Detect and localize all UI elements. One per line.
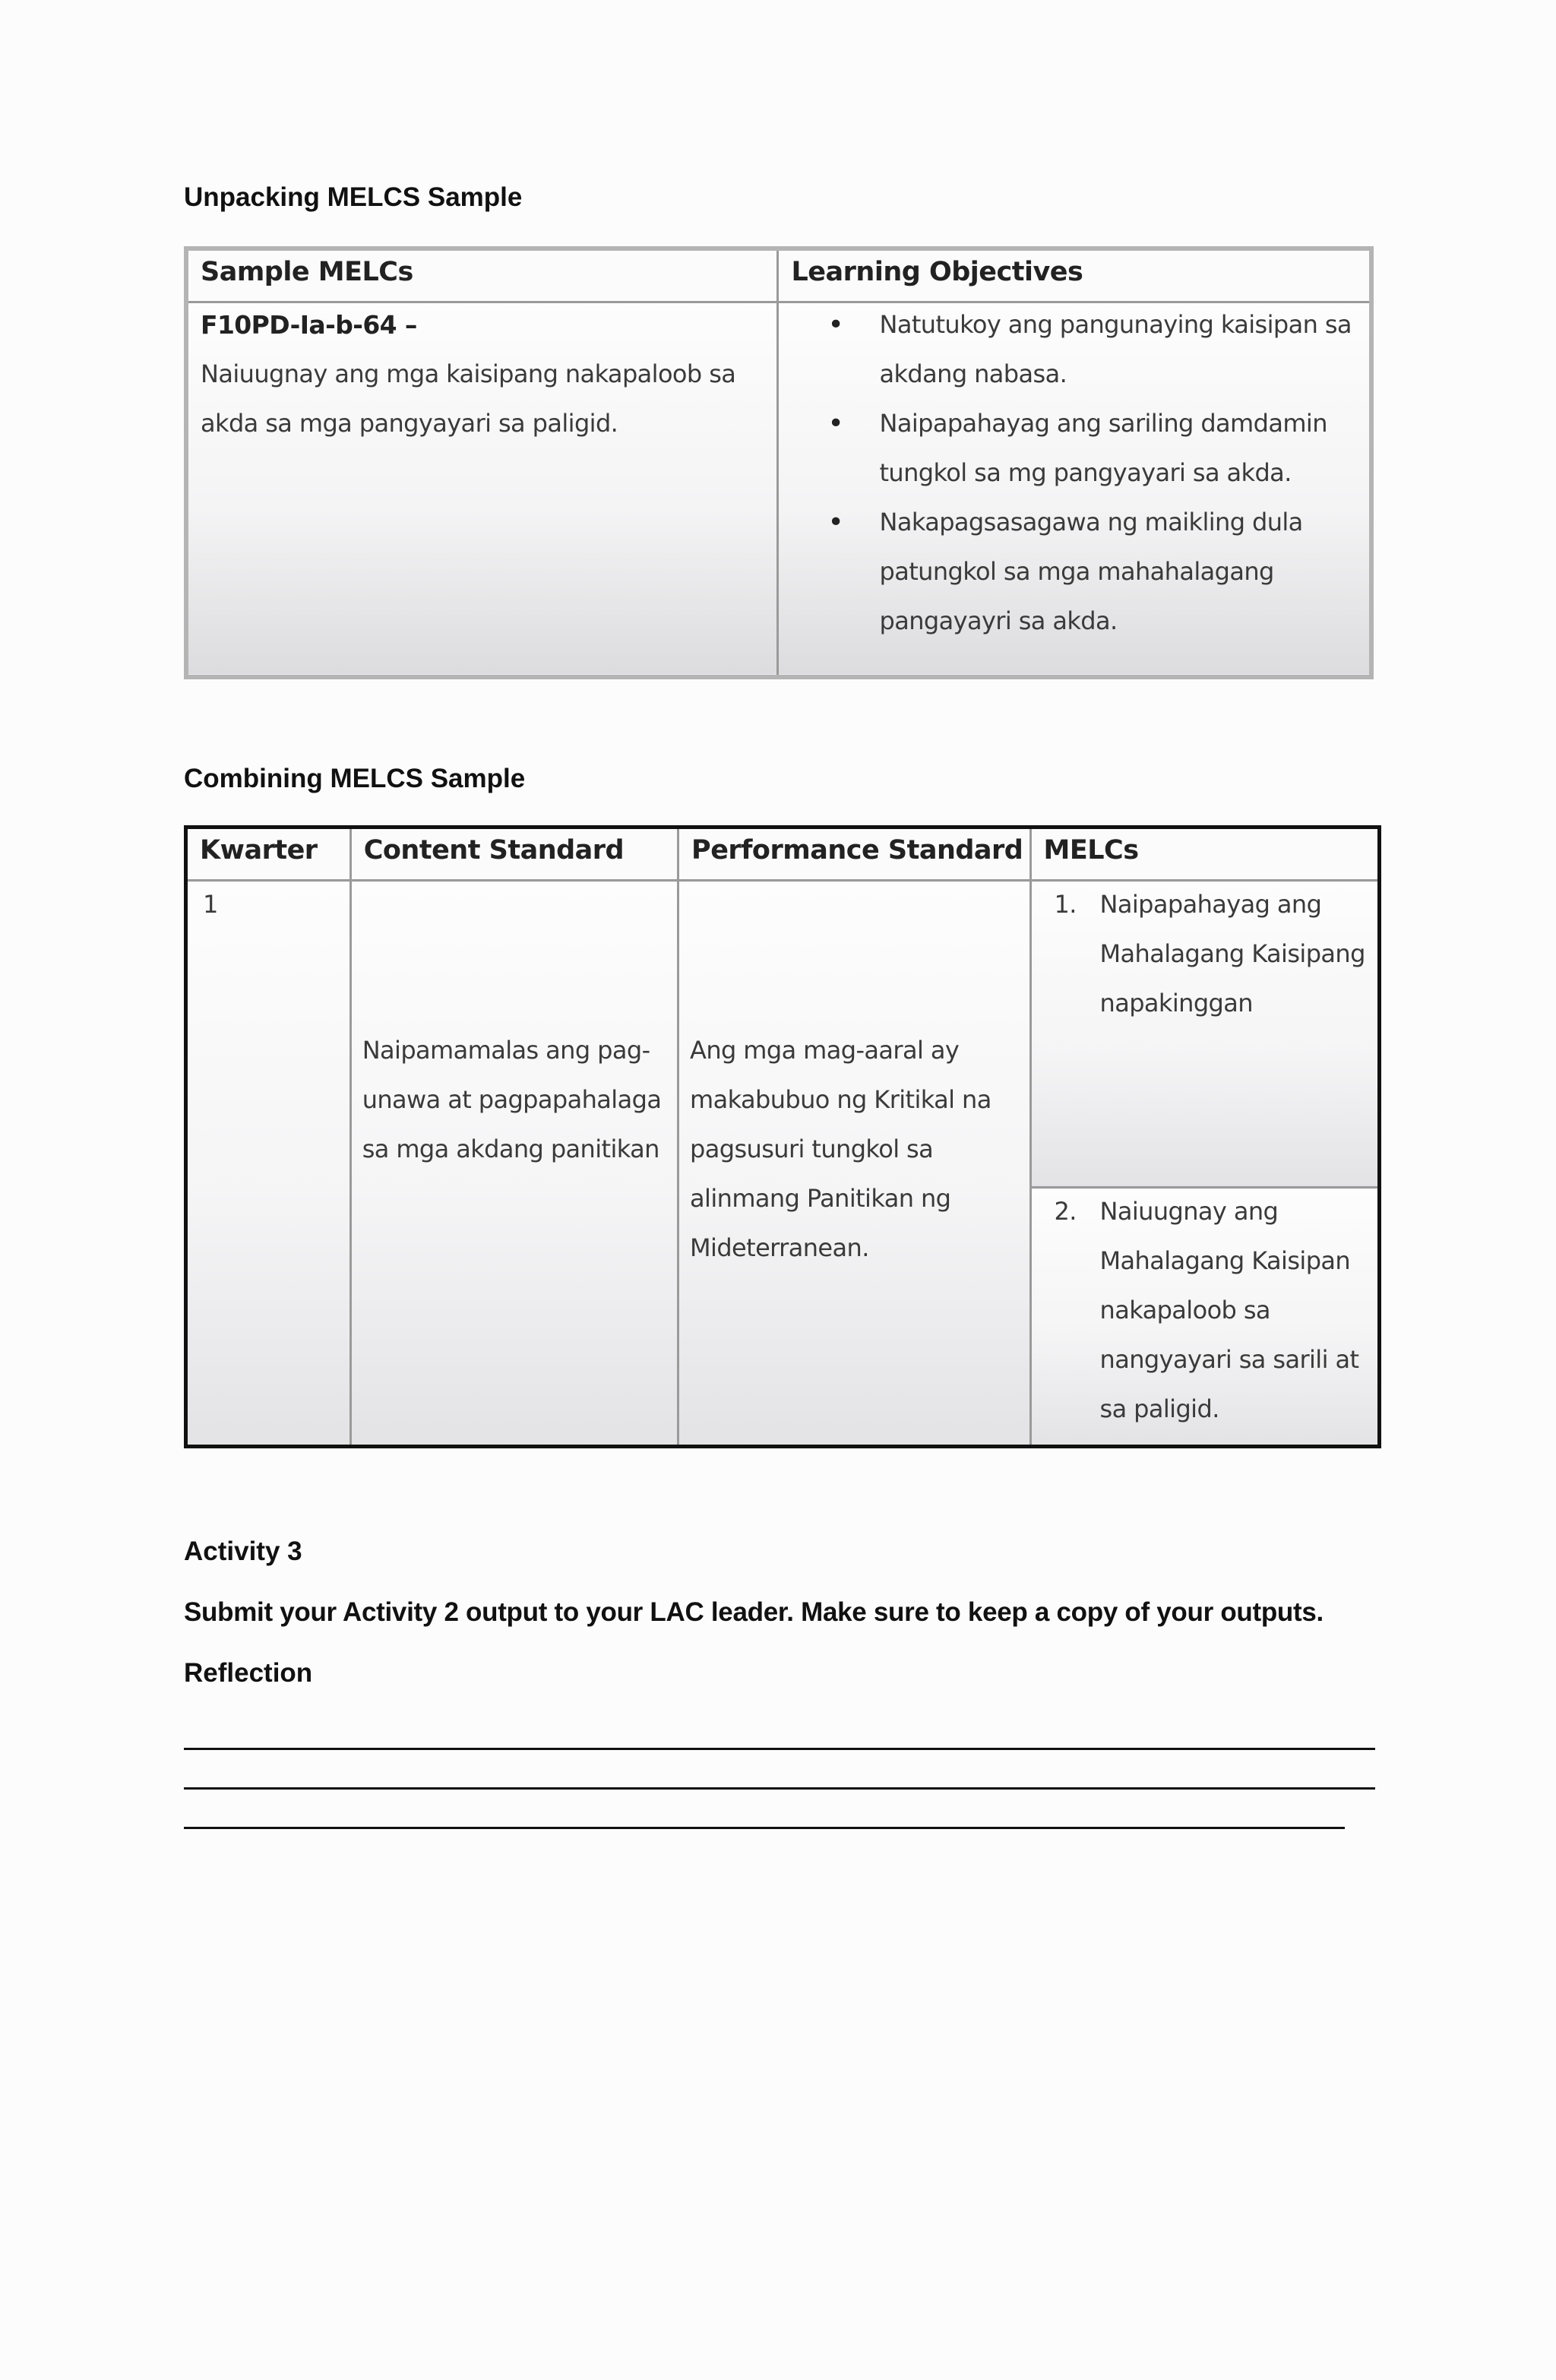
combining-title: Combining MELCS Sample [184, 764, 526, 793]
reflection-label: Reflection [184, 1658, 313, 1688]
header-melcs: MELCs [1030, 828, 1379, 881]
performance-standard-text: Ang mga mag-aaral ay makabubuo ng Kritikal na pagsusuri tungkol sa alinmang Panitikan ng Mideterranean. [690, 1036, 991, 1262]
melc-item-text: Naipapahayag ang Mahalagang Kaisipang napakinggan [1099, 890, 1365, 1018]
unpacking-melcs-table [184, 246, 1374, 679]
header-kwarter: Kwarter [186, 828, 351, 881]
reflection-line[interactable] [184, 1827, 1345, 1829]
header-content-standard: Content Standard [350, 828, 678, 881]
objective-item: • Nakapagsasagawa ng maikling dula patungkol sa mga mahahalagang pangayayri sa akda. [779, 498, 1354, 646]
unpacking-title: Unpacking MELCS Sample [184, 182, 523, 212]
reflection-line[interactable] [184, 1748, 1375, 1750]
melc-cell-2 [1030, 1188, 1379, 1447]
activity-instruction: Submit your Activity 2 output to your LAC leader. Make sure to keep a copy of your outputs. [184, 1597, 1324, 1627]
objective-item: • Natutukoy ang pangunaying kaisipan sa akdang nabasa. [779, 300, 1354, 399]
content-standard-cell [350, 881, 678, 1447]
objective-item: • Naipapahayag ang sariling damdamin tungkol sa mg pangyayari sa akda. [779, 399, 1354, 498]
header-performance-standard: Performance Standard [678, 828, 1030, 881]
learning-objectives-cell [778, 302, 1371, 677]
performance-standard-cell [678, 881, 1030, 1447]
melc-text: Naiuugnay ang mga kaisipang nakapaloob sa akda sa mga pangyayari sa paligid. [201, 359, 736, 438]
melc-item-text: Naiuugnay ang Mahalagang Kaisipan nakapaloob sa nangyayari sa sarili at sa paligid. [1099, 1197, 1359, 1423]
kwarter-value: 1 [203, 890, 218, 919]
melc-list-2 [1032, 1187, 1370, 1434]
reflection-line[interactable] [184, 1787, 1375, 1790]
melc-item [1032, 1187, 1370, 1434]
melc-list-1 [1032, 880, 1370, 1028]
melc-number: 1. [1054, 890, 1077, 919]
header-learning-objectives: Learning Objectives [778, 248, 1371, 302]
kwarter-cell [186, 881, 351, 1447]
content-standard-text: Naipamamalas ang pag-unawa at pagpapahalaga sa mga akdang panitikan [362, 1036, 662, 1163]
objectives-list [779, 300, 1354, 646]
melc-item [1032, 880, 1370, 1028]
melc-cell-1 [1030, 881, 1379, 1188]
melc-number: 2. [1054, 1197, 1077, 1226]
activity-title: Activity 3 [184, 1537, 302, 1566]
sample-melc-cell [186, 302, 778, 677]
header-sample-melcs: Sample MELCs [186, 248, 778, 302]
combining-melcs-table [184, 825, 1381, 1448]
melc-code: F10PD-Ia-b-64 – [201, 309, 417, 340]
